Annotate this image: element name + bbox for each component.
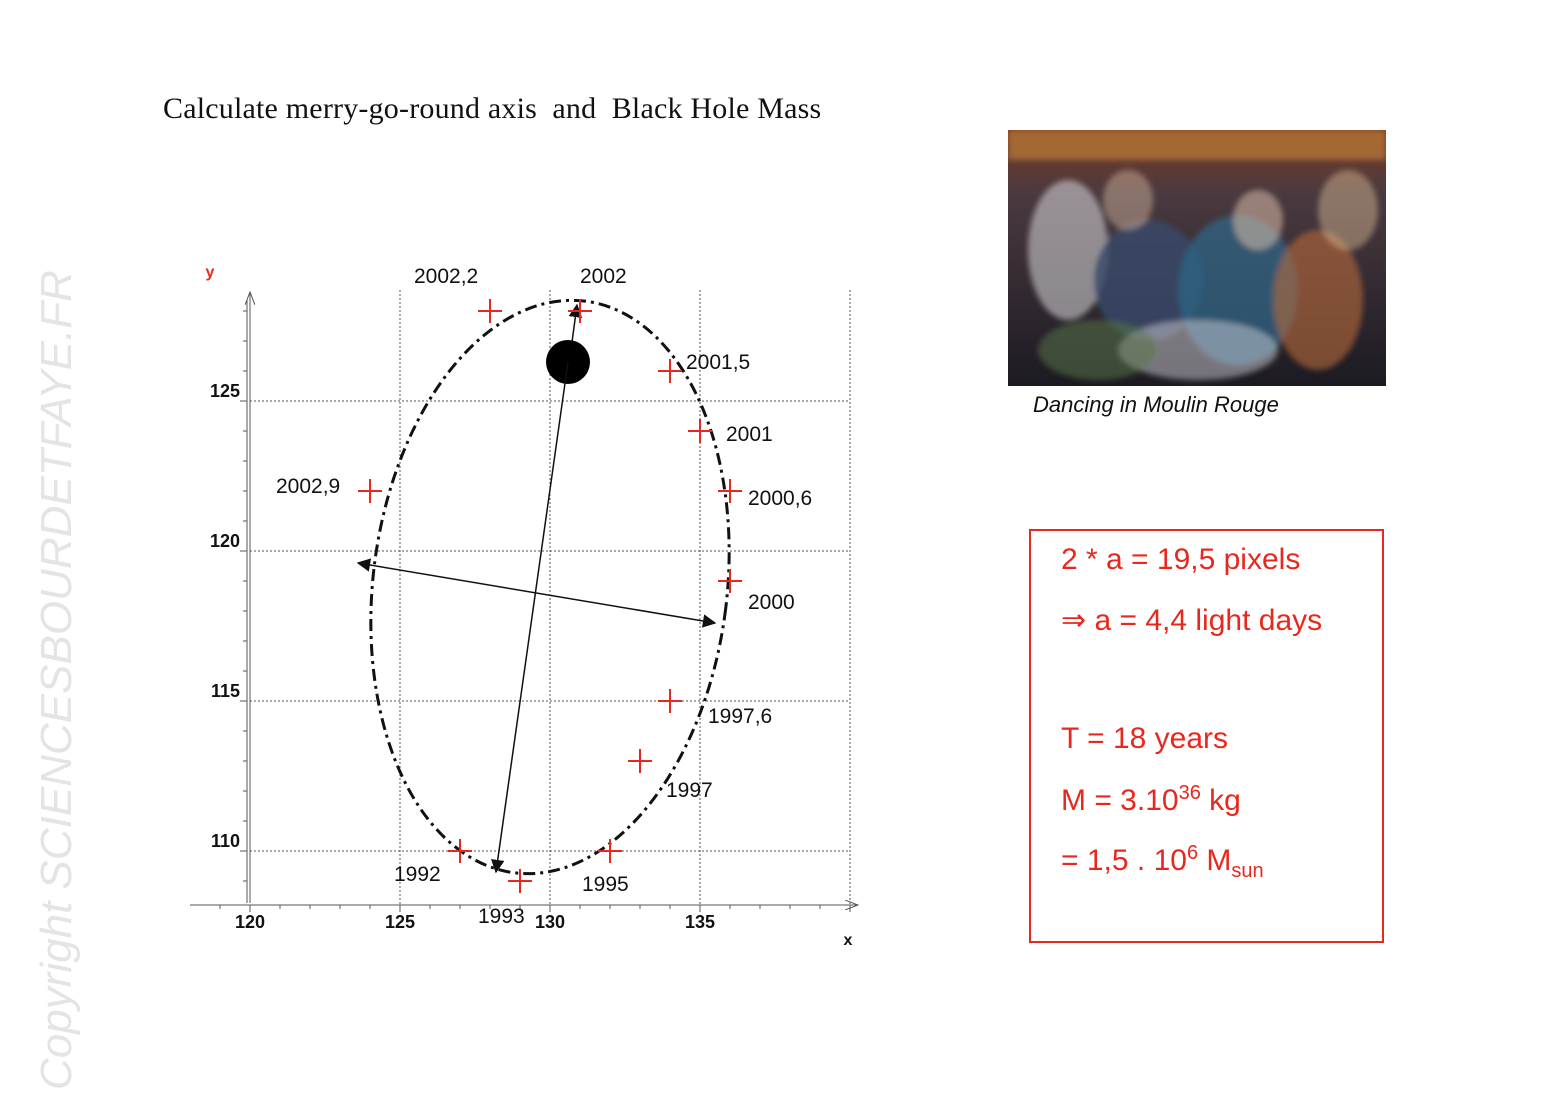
y-axis-label: y [205, 264, 215, 281]
orbit-point-label: 1997 [666, 779, 713, 802]
result-line-period: T = 18 years [1061, 722, 1229, 755]
results-box [1029, 529, 1384, 943]
result-line-mass-sun: = 1,5 . $10^6$ $M_{sun}$ [1061, 842, 1264, 882]
orbit-point-label: 2002,2 [414, 265, 479, 288]
orbit-point-label: 1995 [582, 873, 629, 896]
y-tick-label: 120 [209, 531, 240, 551]
copyright-watermark: Copyright SCIENCESBOURDETFAYE.FR [32, 270, 81, 1090]
orbit-point-label: 1993 [478, 905, 525, 928]
minor-axis-arrow [358, 563, 715, 623]
major-axis-arrow [496, 362, 568, 872]
x-axis-label: x [843, 932, 853, 949]
page-title: Calculate merry-go-round axis and Black Hole Mass [163, 92, 822, 125]
result-line-mass-kg: $M = 3.10^{36}$ kg [1061, 782, 1241, 817]
orbit-point-label: 1992 [394, 863, 441, 886]
x-tick-label: 135 [684, 912, 716, 932]
orbit-axes-arrows [358, 305, 715, 872]
photo-caption: Dancing in Moulin Rouge [1033, 392, 1279, 417]
x-tick-label: 120 [234, 912, 266, 932]
implies-arrow: ⇒ [1061, 604, 1087, 637]
orbit-point-label: 2001 [726, 423, 773, 446]
result-line-2a: 2 * a = 19,5 pixels [1061, 543, 1301, 576]
result-line-a: ⇒ a = 4,4 light days [1061, 604, 1323, 637]
orbit-point-label: 2001,5 [686, 351, 751, 374]
orbit-points [276, 265, 812, 928]
dancers-photo [1008, 130, 1386, 386]
x-tick-label: 130 [534, 912, 566, 932]
orbit-point-label: 2000,6 [748, 487, 813, 510]
orbit-point-label: 2002,9 [276, 475, 341, 498]
y-tick-label: 110 [210, 831, 240, 851]
orbit-point-label: 1997,6 [708, 705, 773, 728]
y-tick-label: 115 [210, 681, 240, 701]
y-tick-label: 125 [209, 381, 240, 401]
orbit-point-label: 2000 [748, 591, 795, 614]
orbit-point-label: 2002 [580, 265, 627, 288]
x-tick-label: 125 [384, 912, 416, 932]
